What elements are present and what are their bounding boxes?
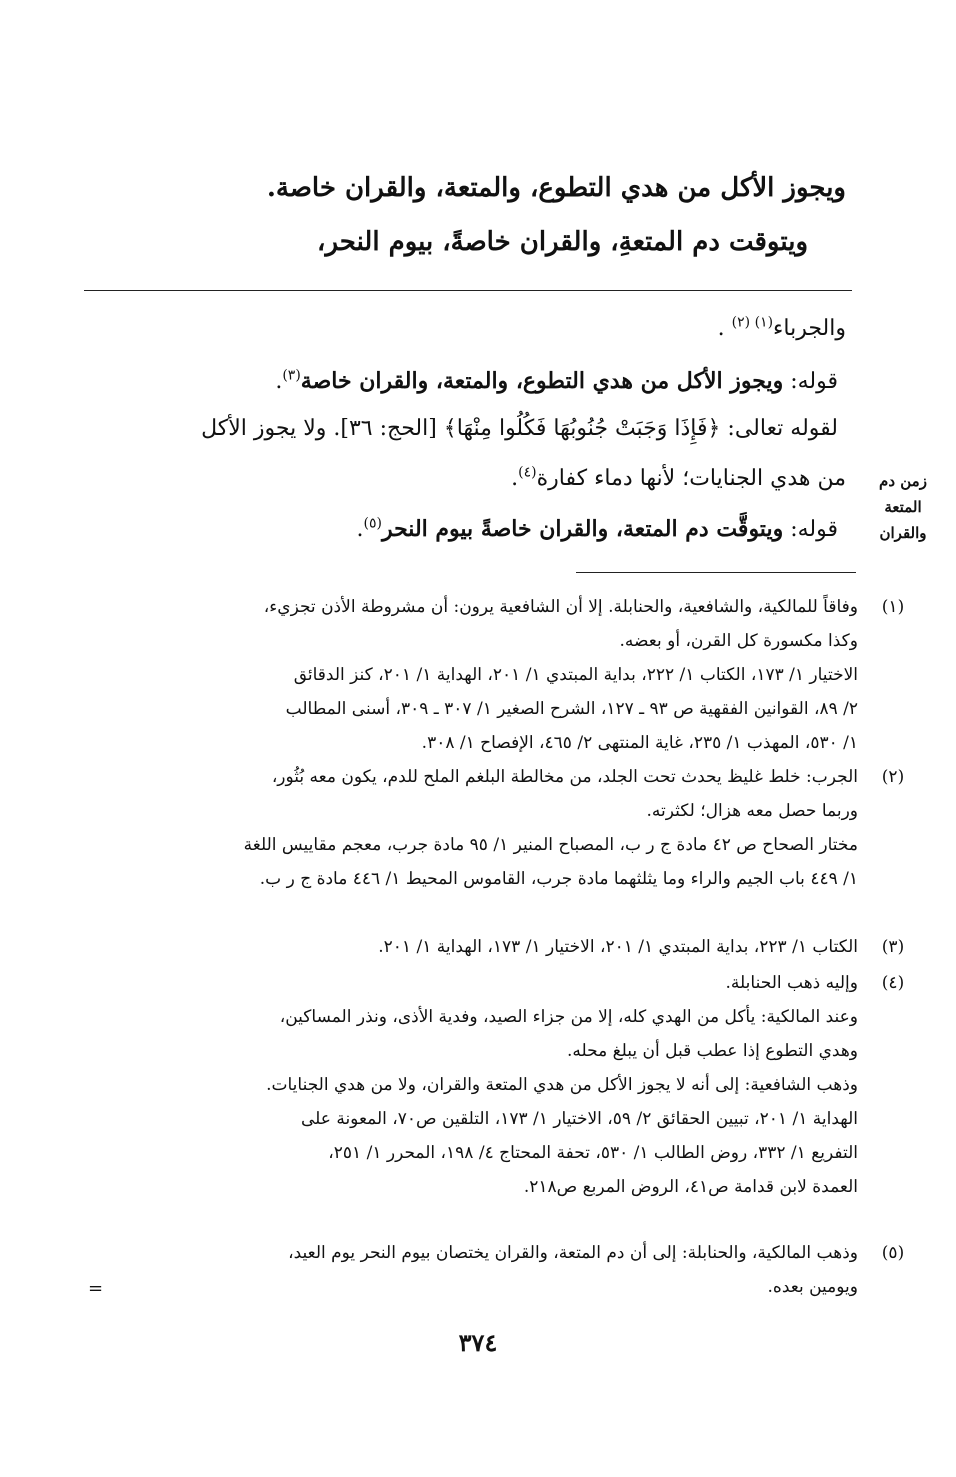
sharh-line-4-end: . (511, 466, 519, 491)
footnote-line: الكتاب ١/ ٢٢٣، بداية المبتدي ١/ ٢٠١، الاختيار ١/ ١٧٣، الهداية ١/ ٢٠١. (378, 937, 858, 957)
footnote-line: ١/ ٤٤٩ باب الجيم والراء وما يثلثهما مادة جرب، القاموس المحيط ١/ ٤٤٦ مادة ج ر ب. (259, 869, 858, 889)
matn-line-1: ويجوز الأكل من هدي التطوع، والمتعة، والقران خاصة. (266, 173, 846, 203)
footnote-continuation-mark: = (88, 1278, 104, 1299)
sharh-line-5-bold: ويتوقَّت دم المتعة، والقران خاصةً بيوم النحر (381, 516, 784, 542)
margin-heading-line-3: والقران (879, 524, 927, 542)
footnote-number: (٤) (881, 973, 905, 993)
footnote-line: الهداية ١/ ٢٠١، تبيين الحقائق ٢/ ٥٩، الاختيار ١/ ١٧٣، التلقين ص٧٠، المعونة على (300, 1109, 858, 1129)
matn-divider (84, 290, 852, 291)
footnote-3 (88, 930, 905, 964)
sharh-line-1 (106, 310, 846, 348)
sharh-line-4 (106, 460, 846, 498)
footnote-ref-1-2: (١) (٢) (731, 314, 774, 331)
sharh-line-5-end: . (356, 517, 364, 542)
footnote-5 (88, 1236, 905, 1304)
footnote-line: وكذا مكسورة كل القرن، أو بعضه. (619, 631, 858, 651)
sharh-line-2-prefix: قوله: (783, 369, 838, 394)
matn-line-2: ويتوقت دم المتعةِ، والقران خاصةً، بيوم النحر، (317, 227, 808, 257)
footnote-line: الاختيار ١/ ١٧٣، الكتاب ١/ ٢٢٢، بداية المبتدي ١/ ٢٠١، الهداية ١/ ٢٠١، كنز الدقائق (293, 665, 858, 685)
footnote-line: وربما حصل معه هزال؛ لكثرته. (646, 801, 858, 821)
sharh-line-5-prefix: قوله: (783, 517, 838, 542)
footnote-line: الجرب: خلط غليظ يحدث تحت الجلد، من مخالطة البلغم الملح للدم، يكون معه بُثُور، (271, 767, 858, 787)
sharh-line-4-text: من هدي الجنايات؛ لأنها دماء كفارة (536, 466, 846, 491)
footnote-number: (٣) (881, 937, 905, 957)
footnote-line: العمدة لابن قدامة ص٤١، الروض المربع ص٢١٨. (523, 1177, 858, 1197)
footnote-line: وذهب الشافعية: إلى أنه لا يجوز الأكل من هدي المتعة والقران، ولا من هدي الجنايات. (266, 1075, 858, 1095)
footnote-line: وهدي التطوع إذا عطب قبل أن يبلغ محله. (566, 1041, 858, 1061)
footnote-line: التفريع ١/ ٣٣٢، روض الطالب ١/ ٥٣٠، تحفة المحتاج ٤/ ١٩٨، المحرر ١/ ٢٥١، (328, 1143, 858, 1163)
sharh-line-2 (98, 362, 838, 401)
footnote-line: وإليه ذهب الحنابلة. (725, 973, 858, 993)
footnote-line: وعند المالكية: يأكل من الهدي كله، إلا من جزاء الصيد، وفدية الأذى، ونذر المساكين، (279, 1007, 858, 1027)
footnote-4 (88, 966, 905, 1204)
margin-heading-line-2: المتعة (884, 498, 922, 516)
sharh-line-2-bold: ويجوز الأكل من هدي التطوع، والمتعة، والقران خاصة (300, 368, 784, 394)
sharh-line-2-end: . (275, 369, 283, 394)
footnote-number: (١) (881, 597, 905, 617)
footnote-ref-4: (٤) (518, 464, 537, 481)
footnote-ref-3: (٣) (282, 367, 301, 384)
footnote-line: ٢/ ٨٩، القوانين الفقهية ص ٩٣ ـ ١٢٧، الشرح الصغير ١/ ٣٠٧ ـ ٣٠٩، أسنى المطالب (285, 699, 858, 719)
sharh-line-5 (98, 510, 838, 549)
footnote-number: (٥) (881, 1243, 905, 1263)
footnote-2 (88, 760, 905, 896)
sharh-line-1-end: . (717, 316, 725, 341)
footnote-line: مختار الصحاح ص ٤٢ مادة ج ر ب، المصباح المنير ١/ ٩٥ مادة جرب، معجم مقاييس اللغة (243, 835, 858, 855)
footnote-line: ١/ ٥٣٠، المهذب ١/ ٢٣٥، غاية المنتهى ٢/ ٤٦٥، الإفصاح ١/ ٣٠٨. (421, 733, 858, 753)
footnote-divider (576, 572, 856, 573)
footnote-line: ويومين بعده. (767, 1277, 858, 1297)
footnote-number: (٢) (881, 767, 905, 787)
footnote-1 (88, 590, 905, 760)
footnote-line: وفاقاً للمالكية، والشافعية، والحنابلة. إلا أن الشافعية يرون: أن مشروطة الأذن تجزيء، (263, 597, 858, 617)
sharh-line-3: لقوله تعالى: ﴿فَإِذَا وَجَبَتْ جُنُوبُهَا فَكُلُوا مِنْهَا﴾ [الحج: ٣٦]. ولا يجوز الأكل (201, 416, 838, 441)
page-number: ٣٧٤ (458, 1328, 498, 1357)
margin-heading (862, 468, 944, 546)
footnote-ref-5: (٥) (363, 515, 382, 532)
margin-heading-line-1: زمن دم (879, 472, 927, 490)
sharh-line-1-text: والجرباء (773, 316, 846, 341)
footnote-line: وذهب المالكية، والحنابلة: إلى أن دم المتعة، والقران يختصان بيوم النحر يوم العيد، (288, 1243, 858, 1263)
